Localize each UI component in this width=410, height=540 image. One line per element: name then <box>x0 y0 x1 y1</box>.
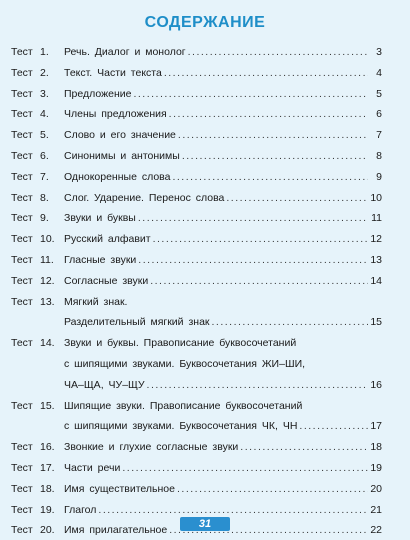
toc-entry-line <box>0 271 410 291</box>
test-page-number: 13 <box>370 254 382 266</box>
test-title: Имя прилагательное <box>64 524 168 537</box>
test-number: 15. <box>40 399 55 412</box>
test-title: ЧА–ЩА, ЧУ–ЩУ <box>64 378 145 391</box>
test-label: Тест <box>11 191 33 204</box>
dot-leader <box>147 375 368 395</box>
dot-leader <box>178 125 368 145</box>
test-number: 17. <box>40 462 55 474</box>
dot-leader <box>188 42 368 62</box>
test-page-number: 8 <box>376 150 382 162</box>
dot-leader <box>240 437 368 457</box>
test-number: 4. <box>40 108 49 121</box>
test-label: Тест <box>11 212 33 225</box>
test-number: 1. <box>40 46 49 58</box>
dot-leader <box>150 271 368 291</box>
toc-entry-line <box>0 416 410 436</box>
page-number-badge <box>180 517 230 531</box>
test-page-number: 18 <box>370 441 382 454</box>
toc-entry-line <box>0 479 410 499</box>
toc-entry-line <box>0 84 410 104</box>
toc-entry-line <box>0 63 410 83</box>
test-label: Тест <box>11 87 33 100</box>
toc-entry-line <box>0 42 410 62</box>
test-title: Глагол <box>64 503 97 516</box>
test-number: 8. <box>40 191 49 204</box>
test-title: Синонимы и антонимы <box>64 150 180 162</box>
test-title: с шипящими звуками. Буквосочетания ЧК, ЧН <box>64 420 298 433</box>
toc-entry-line <box>0 458 410 478</box>
test-title: Слово и его значение <box>64 129 176 142</box>
test-number: 13. <box>40 295 55 308</box>
toc-entry-line <box>0 188 410 208</box>
test-number: 16. <box>40 441 55 454</box>
toc-entry-line <box>0 167 410 187</box>
test-title: Звуки и буквы. Правописание буквосочетаний <box>64 337 297 350</box>
test-title: Речь. Диалог и монолог <box>64 46 186 58</box>
test-number: 2. <box>40 66 49 79</box>
test-page-number: 17 <box>370 420 382 433</box>
dot-leader <box>177 479 368 499</box>
test-title: Имя существительное <box>64 482 175 495</box>
test-page-number: 7 <box>376 129 382 142</box>
dot-leader <box>98 500 368 520</box>
dot-leader <box>299 416 368 436</box>
test-number: 20. <box>40 524 55 537</box>
test-label: Тест <box>11 254 33 266</box>
toc-entry-line <box>0 104 410 124</box>
test-title: Гласные звуки <box>64 254 137 266</box>
test-title: Звонкие и глухие согласные звуки <box>64 441 239 454</box>
dot-leader <box>212 312 369 332</box>
test-page-number: 3 <box>376 46 382 58</box>
test-title: Текст. Части текста <box>64 66 162 79</box>
test-label: Тест <box>11 129 33 142</box>
test-page-number: 10 <box>370 191 382 204</box>
test-page-number: 15 <box>370 316 382 329</box>
toc-entry-line <box>0 208 410 228</box>
test-label: Тест <box>11 482 33 495</box>
dot-leader <box>138 250 368 270</box>
test-page-number: 16 <box>370 378 382 391</box>
toc-entry-line <box>0 375 410 395</box>
test-title: Согласные звуки <box>64 274 149 287</box>
test-title: Предложение <box>64 87 132 100</box>
test-title: Члены предложения <box>64 108 167 121</box>
test-title: Части речи <box>64 462 121 474</box>
page-number: 31 <box>198 518 212 530</box>
test-number: 10. <box>40 233 55 246</box>
test-page-number: 11 <box>371 212 382 225</box>
page-title: СОДЕРЖАНИЕ <box>144 14 266 31</box>
test-number: 3. <box>40 87 49 100</box>
dot-leader <box>122 458 368 478</box>
toc-entry-line <box>0 396 410 416</box>
test-title: Звуки и буквы <box>64 212 136 225</box>
test-label: Тест <box>11 524 33 537</box>
dot-leader <box>169 104 368 124</box>
test-label: Тест <box>11 462 33 474</box>
test-number: 12. <box>40 274 55 287</box>
dot-leader <box>153 229 368 249</box>
test-number: 6. <box>40 150 49 162</box>
test-label: Тест <box>11 295 33 308</box>
dot-leader <box>172 167 368 187</box>
test-number: 11. <box>40 254 54 266</box>
test-number: 18. <box>40 482 55 495</box>
test-number: 5. <box>40 129 49 142</box>
toc-entry-line <box>0 292 410 312</box>
test-label: Тест <box>11 399 33 412</box>
dot-leader <box>138 208 368 228</box>
dot-leader <box>133 84 368 104</box>
toc-entry-line <box>0 146 410 166</box>
test-page-number: 14 <box>370 274 382 287</box>
test-title: Мягкий знак. <box>64 295 128 308</box>
test-label: Тест <box>11 274 33 287</box>
test-number: 9. <box>40 212 49 225</box>
test-label: Тест <box>11 441 33 454</box>
test-title: с шипящими звуками. Буквосочетания ЖИ–ШИ, <box>64 358 306 370</box>
test-label: Тест <box>11 108 33 121</box>
test-label: Тест <box>11 66 33 79</box>
test-title: Слог. Ударение. Перенос слова <box>64 191 225 204</box>
toc-entry-line <box>0 312 410 332</box>
test-label: Тест <box>11 170 33 183</box>
toc-entry-line <box>0 333 410 353</box>
test-number: 7. <box>40 170 49 183</box>
test-title: Разделительный мягкий знак <box>64 316 210 329</box>
test-page-number: 12 <box>370 233 382 246</box>
test-label: Тест <box>11 337 33 350</box>
test-page-number: 9 <box>376 170 382 183</box>
test-label: Тест <box>11 503 33 516</box>
test-label: Тест <box>11 150 33 162</box>
test-title: Шипящие звуки. Правописание буквосочетаний <box>64 399 303 412</box>
test-title: Русский алфавит <box>64 233 151 246</box>
dot-leader <box>164 63 368 83</box>
toc-entry-line <box>0 437 410 457</box>
test-title: Однокоренные слова <box>64 170 171 183</box>
test-page-number: 6 <box>376 108 382 121</box>
test-label: Тест <box>11 233 33 246</box>
test-page-number: 21 <box>370 503 382 516</box>
test-page-number: 4 <box>376 66 382 79</box>
test-number: 14. <box>40 337 55 350</box>
dot-leader <box>182 146 368 166</box>
test-label: Тест <box>11 46 33 58</box>
toc-entry-line <box>0 125 410 145</box>
test-page-number: 5 <box>376 87 382 100</box>
toc-entry-line <box>0 250 410 270</box>
test-page-number: 19 <box>370 462 382 474</box>
test-number: 19. <box>40 503 55 516</box>
dot-leader <box>226 188 368 208</box>
toc-entry-line <box>0 354 410 374</box>
test-page-number: 22 <box>370 524 382 537</box>
test-page-number: 20 <box>370 482 382 495</box>
toc-entry-line <box>0 229 410 249</box>
